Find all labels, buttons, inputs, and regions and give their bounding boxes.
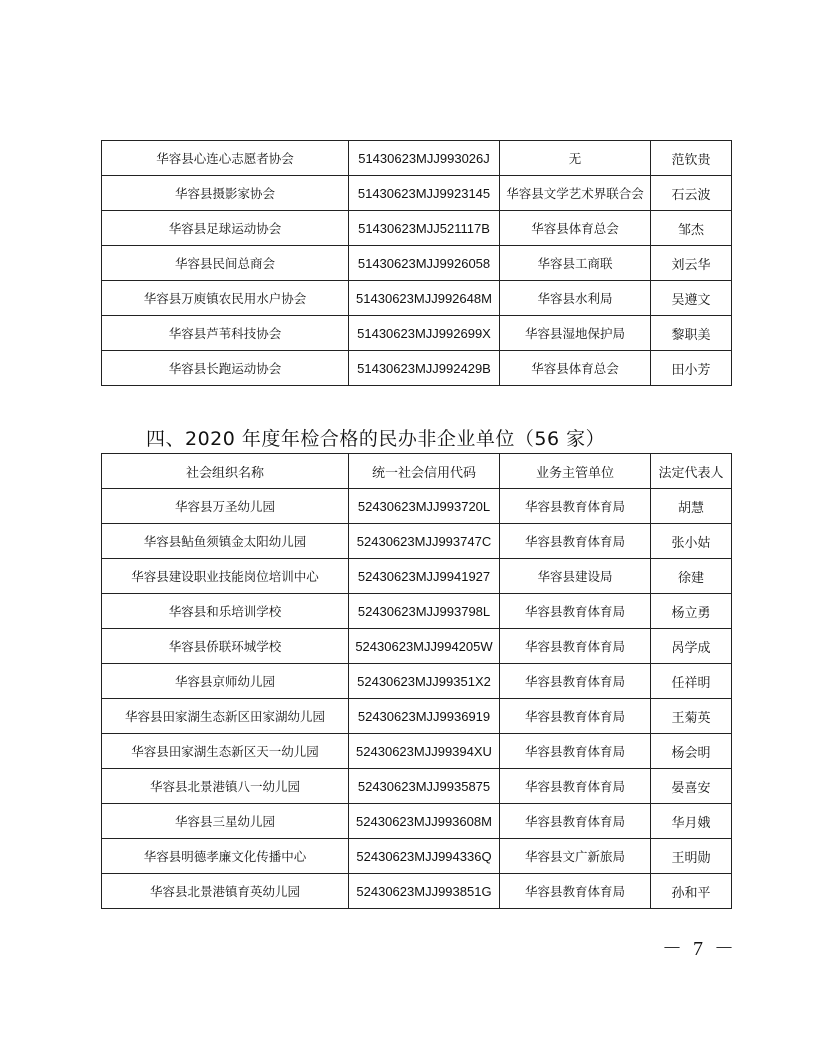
credit-code-cell: 51430623MJJ9926058 <box>349 246 500 281</box>
credit-code-cell: 52430623MJJ9941927 <box>349 559 500 594</box>
registry-table-continued <box>101 140 732 386</box>
header-supervisor: 业务主管单位 <box>500 454 651 489</box>
legal-rep-cell: 吴遵文 <box>651 281 732 316</box>
table-row <box>102 839 732 874</box>
supervisor-cell: 无 <box>500 141 651 176</box>
credit-code-cell: 51430623MJJ992699X <box>349 316 500 351</box>
header-legal-rep: 法定代表人 <box>651 454 732 489</box>
credit-code-cell: 51430623MJJ9923145 <box>349 176 500 211</box>
legal-rep-cell: 任祥明 <box>651 664 732 699</box>
supervisor-cell: 华容县教育体育局 <box>500 734 651 769</box>
credit-code-cell: 52430623MJJ993798L <box>349 594 500 629</box>
table-row <box>102 489 732 524</box>
org-name-cell: 华容县万圣幼儿园 <box>102 489 349 524</box>
supervisor-cell: 华容县水利局 <box>500 281 651 316</box>
org-name-cell: 华容县心连心志愿者协会 <box>102 141 349 176</box>
credit-code-cell: 52430623MJJ9935875 <box>349 769 500 804</box>
legal-rep-cell: 邹杰 <box>651 211 732 246</box>
table-row <box>102 559 732 594</box>
legal-rep-cell: 范钦贵 <box>651 141 732 176</box>
table-row <box>102 769 732 804</box>
org-name-cell: 华容县鲇鱼须镇金太阳幼儿园 <box>102 524 349 559</box>
supervisor-cell: 华容县教育体育局 <box>500 489 651 524</box>
credit-code-cell: 51430623MJJ521117B <box>349 211 500 246</box>
private-non-enterprise-table-body <box>102 489 732 909</box>
table-row <box>102 734 732 769</box>
table-row <box>102 874 732 909</box>
org-name-cell: 华容县万庾镇农民用水户协会 <box>102 281 349 316</box>
credit-code-cell: 52430623MJJ993720L <box>349 489 500 524</box>
org-name-cell: 华容县北景港镇育英幼儿园 <box>102 874 349 909</box>
org-name-cell: 华容县明德孝廉文化传播中心 <box>102 839 349 874</box>
private-non-enterprise-table <box>101 453 732 909</box>
table-row <box>102 351 732 386</box>
org-name-cell: 华容县民间总商会 <box>102 246 349 281</box>
org-name-cell: 华容县足球运动协会 <box>102 211 349 246</box>
supervisor-cell: 华容县教育体育局 <box>500 629 651 664</box>
supervisor-cell: 华容县文学艺术界联合会 <box>500 176 651 211</box>
legal-rep-cell: 刘云华 <box>651 246 732 281</box>
supervisor-cell: 华容县文广新旅局 <box>500 839 651 874</box>
credit-code-cell: 51430623MJJ993026J <box>349 141 500 176</box>
supervisor-cell: 华容县教育体育局 <box>500 664 651 699</box>
credit-code-cell: 51430623MJJ992648M <box>349 281 500 316</box>
org-name-cell: 华容县侨联环城学校 <box>102 629 349 664</box>
legal-rep-cell: 石云波 <box>651 176 732 211</box>
table-row <box>102 594 732 629</box>
legal-rep-cell: 张小姑 <box>651 524 732 559</box>
supervisor-cell: 华容县建设局 <box>500 559 651 594</box>
legal-rep-cell: 孙和平 <box>651 874 732 909</box>
header-org-name: 社会组织名称 <box>102 454 349 489</box>
credit-code-cell: 52430623MJJ99394XU <box>349 734 500 769</box>
org-name-cell: 华容县田家湖生态新区天一幼儿园 <box>102 734 349 769</box>
table-row <box>102 316 732 351</box>
table-row <box>102 246 732 281</box>
legal-rep-cell: 徐建 <box>651 559 732 594</box>
legal-rep-cell: 王菊英 <box>651 699 732 734</box>
credit-code-cell: 52430623MJJ994205W <box>349 629 500 664</box>
org-name-cell: 华容县长跑运动协会 <box>102 351 349 386</box>
supervisor-cell: 华容县教育体育局 <box>500 524 651 559</box>
supervisor-cell: 华容县教育体育局 <box>500 804 651 839</box>
table-row <box>102 176 732 211</box>
org-name-cell: 华容县和乐培训学校 <box>102 594 349 629</box>
table-row <box>102 664 732 699</box>
legal-rep-cell: 杨立勇 <box>651 594 732 629</box>
supervisor-cell: 华容县湿地保护局 <box>500 316 651 351</box>
section-title: 四、2020 年度年检合格的民办非企业单位（56 家） <box>146 428 606 450</box>
org-name-cell: 华容县北景港镇八一幼儿园 <box>102 769 349 804</box>
legal-rep-cell: 王明勋 <box>651 839 732 874</box>
supervisor-cell: 华容县体育总会 <box>500 211 651 246</box>
credit-code-cell: 52430623MJJ993851G <box>349 874 500 909</box>
table-row <box>102 804 732 839</box>
table-header-row <box>102 454 732 489</box>
credit-code-cell: 52430623MJJ993747C <box>349 524 500 559</box>
table-row <box>102 629 732 664</box>
header-credit-code: 统一社会信用代码 <box>349 454 500 489</box>
legal-rep-cell: 呙学成 <box>651 629 732 664</box>
page-number: － 7 － <box>662 938 737 960</box>
org-name-cell: 华容县田家湖生态新区田家湖幼儿园 <box>102 699 349 734</box>
table-row <box>102 524 732 559</box>
table-row <box>102 281 732 316</box>
legal-rep-cell: 田小芳 <box>651 351 732 386</box>
credit-code-cell: 52430623MJJ994336Q <box>349 839 500 874</box>
registry-table-continued-body <box>102 141 732 386</box>
supervisor-cell: 华容县教育体育局 <box>500 769 651 804</box>
org-name-cell: 华容县三星幼儿园 <box>102 804 349 839</box>
supervisor-cell: 华容县工商联 <box>500 246 651 281</box>
legal-rep-cell: 黎职美 <box>651 316 732 351</box>
table-row <box>102 699 732 734</box>
org-name-cell: 华容县建设职业技能岗位培训中心 <box>102 559 349 594</box>
credit-code-cell: 52430623MJJ993608M <box>349 804 500 839</box>
legal-rep-cell: 晏喜安 <box>651 769 732 804</box>
supervisor-cell: 华容县体育总会 <box>500 351 651 386</box>
credit-code-cell: 51430623MJJ992429B <box>349 351 500 386</box>
legal-rep-cell: 杨会明 <box>651 734 732 769</box>
supervisor-cell: 华容县教育体育局 <box>500 874 651 909</box>
supervisor-cell: 华容县教育体育局 <box>500 594 651 629</box>
org-name-cell: 华容县摄影家协会 <box>102 176 349 211</box>
supervisor-cell: 华容县教育体育局 <box>500 699 651 734</box>
table-row <box>102 211 732 246</box>
table-row <box>102 141 732 176</box>
credit-code-cell: 52430623MJJ99351X2 <box>349 664 500 699</box>
legal-rep-cell: 胡慧 <box>651 489 732 524</box>
legal-rep-cell: 华月娥 <box>651 804 732 839</box>
org-name-cell: 华容县芦苇科技协会 <box>102 316 349 351</box>
credit-code-cell: 52430623MJJ9936919 <box>349 699 500 734</box>
org-name-cell: 华容县京师幼儿园 <box>102 664 349 699</box>
